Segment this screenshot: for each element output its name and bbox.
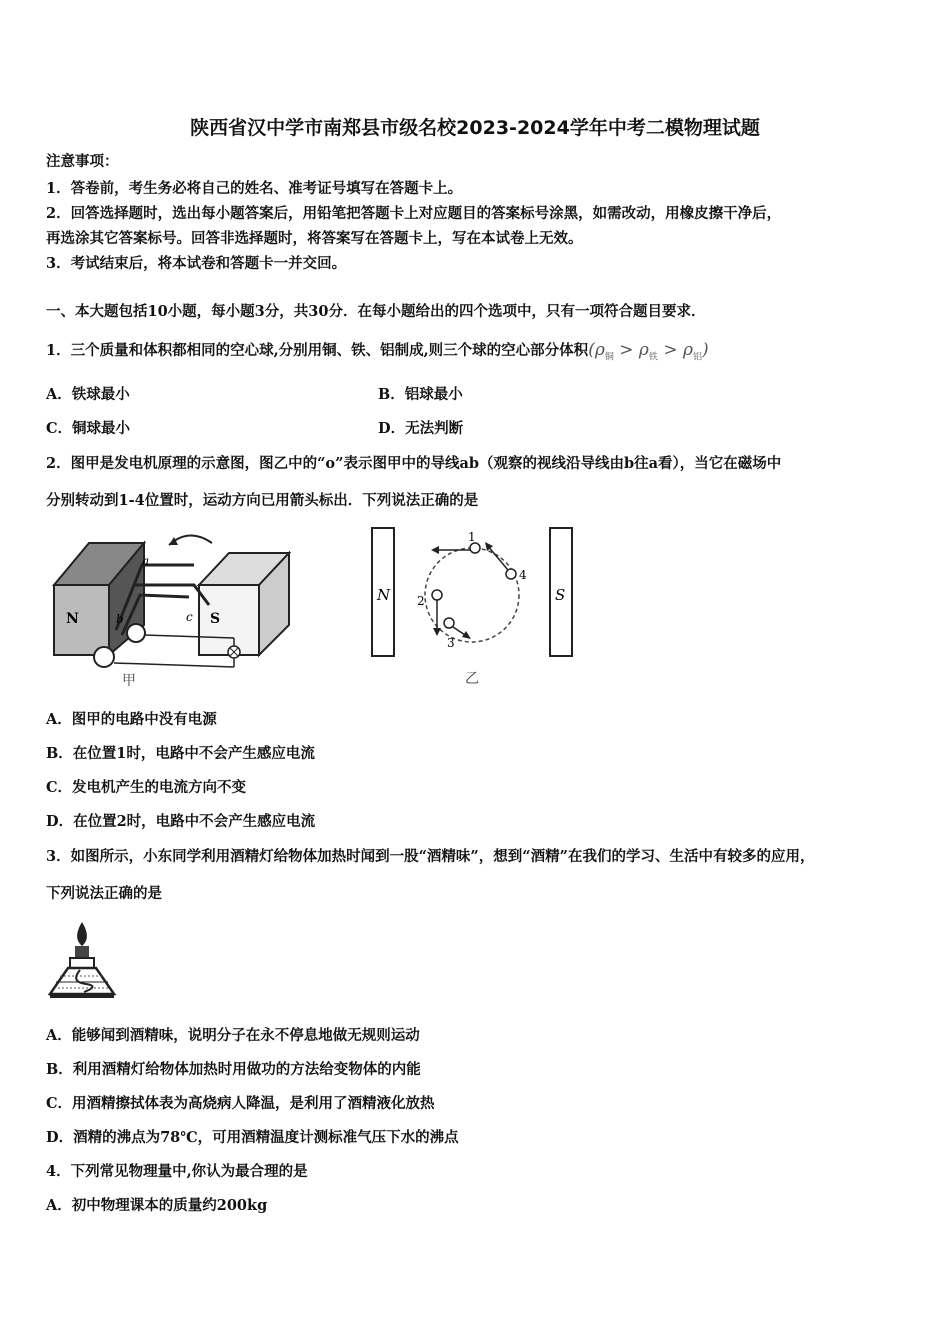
label-2: 2 xyxy=(417,594,425,608)
q3-stem-line2: 下列说法正确的是 xyxy=(46,885,162,902)
q2-option-a: A．图甲的电路中没有电源 xyxy=(46,711,217,728)
q2-stem-line1: 2．图甲是发电机原理的示意图，图乙中的“o”表示图甲中的导线ab（观察的视线沿导线由b往a看），当它在磁场中 xyxy=(46,455,782,472)
caption-jia: 甲 xyxy=(122,673,136,689)
notice-item: 3．考试结束后，将本试卷和答题卡一并交回。 xyxy=(46,255,347,272)
notice-item: 2．回答选择题时，选出每小题答案后，用铅笔把答题卡上对应题目的答案标号涂黑，如需改动，用橡皮擦干净后， xyxy=(46,205,782,222)
q3-stem-line1: 3．如图所示，小东同学利用酒精灯给物体加热时闻到一股“酒精味”，想到“酒精”在我们的学习、生活中有较多的应用， xyxy=(46,848,815,865)
q4-option-a: A．初中物理课本的质量约200kg xyxy=(46,1197,268,1214)
notice-item: 再选涂其它答案标号。回答非选择题时，将答案写在答题卡上，写在本试卷上无效。 xyxy=(46,230,583,247)
q2-option-d: D．在位置2时，电路中不会产生感应电流 xyxy=(46,813,316,830)
q1-stem-text: 1．三个质量和体积都相同的空心球,分别用铜、铁、铝制成,则三个球的空心部分体积 xyxy=(46,342,589,359)
q1-option-a: A．铁球最小 xyxy=(46,386,130,403)
q1-density-formula: $(\rho_铜 > \rho_铁 > \rho_铝)$ xyxy=(588,340,709,363)
document-title: 陕西省汉中学市南郑县市级名校2023-2024学年中考二模物理试题 xyxy=(190,117,760,139)
q1-option-d: D．无法判断 xyxy=(378,420,464,437)
section-heading: 一、本大题包括10小题，每小题3分，共30分．在每小题给出的四个选项中，只有一项符合题目要求． xyxy=(46,303,706,320)
q1-option-c: C．铜球最小 xyxy=(46,420,131,437)
label-b: b xyxy=(116,612,124,626)
q2-stem-line2: 分别转动到1-4位置时，运动方向已用箭头标出．下列说法正确的是 xyxy=(46,492,479,509)
q3-option-b: B．利用酒精灯给物体加热时用做功的方法给变物体的内能 xyxy=(46,1061,421,1078)
q3-option-d: D．酒精的沸点为78℃，可用酒精温度计测标准气压下水的沸点 xyxy=(46,1129,459,1146)
q1-stem xyxy=(46,341,709,366)
generator-figure xyxy=(44,525,294,690)
label-n: N xyxy=(66,611,79,627)
alcohol-lamp-image xyxy=(46,918,118,1002)
label-c: c xyxy=(186,610,193,624)
q2-option-c: C．发电机产生的电流方向不变 xyxy=(46,779,247,796)
notice-item: 1．答卷前，考生务必将自己的姓名、准考证号填写在答题卡上。 xyxy=(46,180,463,197)
label-s: S xyxy=(555,586,566,604)
q2-option-b: B．在位置1时，电路中不会产生感应电流 xyxy=(46,745,315,762)
rotation-figure xyxy=(365,525,585,690)
label-a: a xyxy=(142,554,150,568)
label-1: 1 xyxy=(468,530,476,544)
q3-option-a: A．能够闻到酒精味，说明分子在永不停息地做无规则运动 xyxy=(46,1027,420,1044)
q3-option-c: C．用酒精擦拭体表为高烧病人降温，是利用了酒精液化放热 xyxy=(46,1095,435,1112)
q1-option-b: B．铝球最小 xyxy=(378,386,463,403)
label-n: N xyxy=(377,586,391,604)
notice-heading: 注意事项： xyxy=(46,153,119,170)
label-3: 3 xyxy=(447,636,455,650)
caption-yi: 乙 xyxy=(465,671,479,687)
label-4: 4 xyxy=(519,568,527,582)
q4-stem: 4．下列常见物理量中,你认为最合理的是 xyxy=(46,1163,308,1180)
label-s: S xyxy=(210,611,221,627)
